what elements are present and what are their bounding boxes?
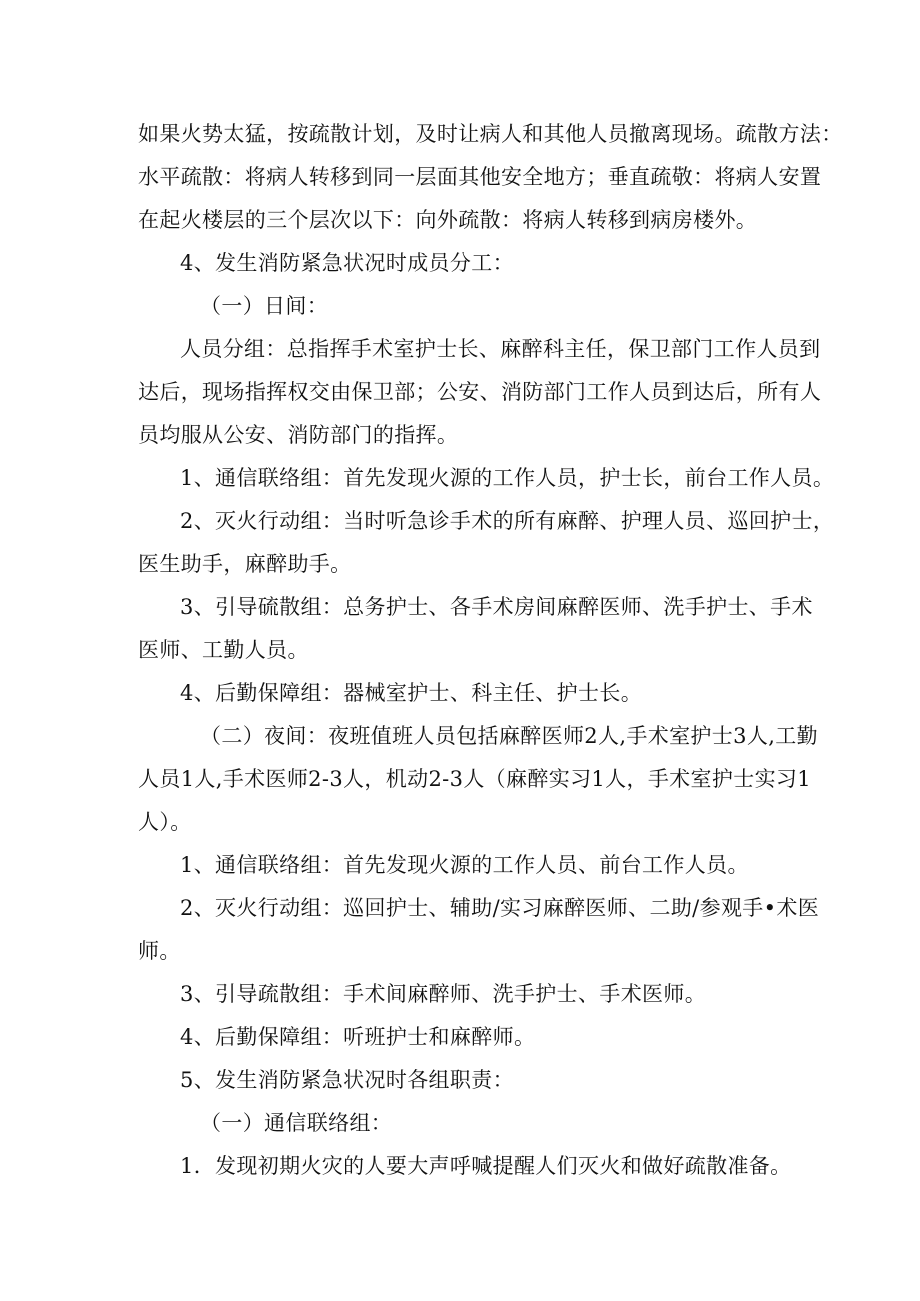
section-heading: 5、发生消防紧急状况时各组职责： [180,1068,514,1092]
paragraph-line: 员均服从公安、消防部门的指挥。 [138,423,459,447]
paragraph-line: 人）。 [138,810,192,834]
subsection-heading: （二）夜间：夜班值班人员包括麻醉医师2人,手术室护士3人,工勤 [200,724,818,748]
list-item: 2、灭火行动组：当时听急诊手术的所有麻醉、护理人员、巡回护士， [180,509,835,533]
subsection-heading: （一）日间： [200,294,329,318]
paragraph-line: 水平疏散：将病人转移到同一层面其他安全地方；垂直疏敬：将病人安置 [138,165,822,189]
list-item: 3、引导疏散组：手术间麻醉师、洗手护士、手术医师。 [180,982,707,1006]
list-item: 2、灭火行动组：巡回护士、辅助/实习麻醉医师、二助/参观手•术医 [180,896,820,920]
list-item: 4、后勤保障组：听班护士和麻醉师。 [180,1025,536,1049]
paragraph-line: 如果火势太猛，按疏散计划，及时让病人和其他人员撤离现场。疏散方法： [138,122,843,146]
list-item: 1．发现初期火灾的人要大声呼喊提醒人们灭火和做好疏散准备。 [180,1154,792,1178]
paragraph-line: 医生助手，麻醉助手。 [138,552,352,576]
paragraph-line: 医师、工勤人员。 [138,638,309,662]
paragraph-line: 师。 [138,939,181,963]
list-item: 1、通信联络组：首先发现火源的工作人员、前台工作人员。 [180,853,749,877]
subsection-heading: （一）通信联络组： [200,1111,393,1135]
paragraph-line: 达后，现场指挥权交由保卫部；公安、消防部门工作人员到达后，所有人 [138,380,822,404]
paragraph-line: 人员分组：总指挥手术室护士长、麻醉科主任，保卫部门工作人员到 [180,337,821,361]
list-item: 1、通信联络组：首先发现火源的工作人员，护士长，前台工作人员。 [180,466,835,490]
paragraph-line: 人员1人,手术医师2-3人，机动2-3人（麻醉实习1人，手术室护士实习1 [138,767,811,791]
list-item: 4、后勤保障组：器械室护士、科主任、护士长。 [180,681,643,705]
paragraph-line: 在起火楼层的三个层次以下：向外疏散：将病人转移到病房楼外。 [138,208,758,232]
list-item: 3、引导硫散组：总务护士、各手术房间麻醉医师、洗手护士、手术 [180,595,813,619]
section-heading: 4、发生消防紧急状况时成员分工： [180,251,514,275]
